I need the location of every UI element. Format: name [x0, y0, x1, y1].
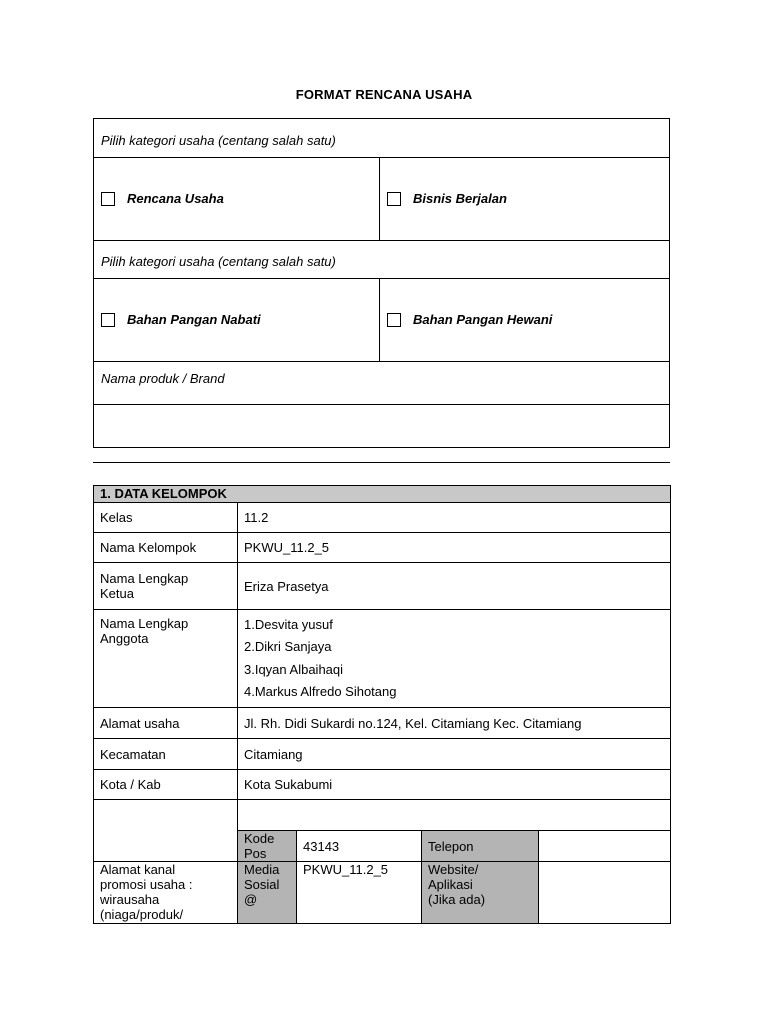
website-label-line3: (Jika ada) — [428, 892, 486, 907]
member-item: 1.Desvita yusuf — [244, 616, 333, 632]
kelas-label: Kelas — [94, 503, 238, 533]
ketua-value[interactable]: Eriza Prasetya — [238, 563, 671, 610]
row-blank — [94, 800, 671, 831]
kelas-value[interactable]: 11.2 — [238, 503, 671, 533]
section-header-row — [94, 486, 671, 503]
blank-value-cell[interactable] — [238, 800, 671, 831]
row-anggota — [94, 610, 671, 708]
nabati-checkbox[interactable] — [101, 313, 115, 327]
kanal-label — [94, 862, 238, 924]
category-prompt-2: Pilih kategori usaha (centang salah satu) — [101, 254, 336, 269]
media-sosial-value[interactable]: PKWU_11.2_5 — [297, 862, 422, 924]
option-cell-nabati — [94, 279, 380, 361]
row-kota — [94, 770, 671, 800]
kota-value[interactable]: Kota Sukabumi — [238, 770, 671, 800]
media-label-line2: Sosial — [244, 877, 280, 892]
telepon-label: Telepon — [422, 831, 539, 862]
option-bisnis-berjalan[interactable] — [387, 191, 507, 206]
product-label-row — [94, 362, 669, 405]
nama-kelompok-value[interactable]: PKWU_11.2_5 — [238, 533, 671, 563]
kanal-label-line3: wirausaha — [100, 892, 160, 907]
row-kanal — [94, 862, 671, 924]
rencana-usaha-checkbox[interactable] — [101, 192, 115, 206]
website-label-line2: Aplikasi — [428, 877, 473, 892]
row-ketua — [94, 563, 671, 610]
row-nama-kelompok — [94, 533, 671, 563]
category-options-row-1 — [94, 158, 669, 241]
category-prompt-row-2 — [94, 241, 669, 279]
alamat-value[interactable]: Jl. Rh. Didi Sukardi no.124, Kel. Citamiang Kec. Citamiang — [238, 708, 671, 739]
nama-kelompok-label: Nama Kelompok — [94, 533, 238, 563]
option-cell-hewani — [380, 279, 669, 361]
telepon-value[interactable] — [539, 831, 671, 862]
member-item: 4.Markus Alfredo Sihotang — [244, 684, 397, 699]
business-category-form — [93, 118, 670, 448]
anggota-label — [94, 610, 238, 708]
section-divider — [93, 462, 670, 463]
kode-pos-label-line2: Pos — [244, 846, 267, 861]
anggota-label-line1: Nama Lengkap — [100, 616, 189, 631]
nabati-label: Bahan Pangan Nabati — [127, 312, 261, 327]
product-value-row[interactable] — [94, 405, 669, 447]
ketua-label — [94, 563, 238, 610]
category-options-row-2 — [94, 279, 669, 362]
anggota-members[interactable] — [238, 610, 671, 708]
ketua-label-line1: Nama Lengkap — [100, 571, 189, 586]
option-rencana-usaha[interactable] — [101, 191, 224, 206]
media-label-line1: Media — [244, 862, 280, 877]
category-prompt-1: Pilih kategori usaha (centang salah satu) — [101, 133, 336, 148]
kanal-label-line4: (niaga/produk/ — [100, 907, 184, 922]
option-cell-bisnis — [380, 158, 669, 240]
option-nabati[interactable] — [101, 312, 261, 327]
media-sosial-label — [238, 862, 297, 924]
alamat-label: Alamat usaha — [94, 708, 238, 739]
kecamatan-value[interactable]: Citamiang — [238, 739, 671, 770]
kode-pos-label-line1: Kode — [244, 831, 275, 846]
website-label — [422, 862, 539, 924]
product-label: Nama produk / Brand — [101, 371, 225, 386]
kode-pos-value[interactable]: 43143 — [297, 831, 422, 862]
category-prompt-row-1 — [94, 119, 669, 158]
bisnis-berjalan-checkbox[interactable] — [387, 192, 401, 206]
website-label-line1: Website/ — [428, 862, 479, 877]
member-item: 2.Dikri Sanjaya — [244, 639, 332, 654]
option-cell-rencana — [94, 158, 380, 240]
blank-label-cell — [94, 800, 238, 862]
data-kelompok-table — [93, 485, 671, 924]
member-item: 3.Iqyan Albaihaqi — [244, 661, 344, 677]
row-kelas — [94, 503, 671, 533]
kanal-label-line1: Alamat kanal — [100, 862, 176, 877]
media-label-line3: @ — [244, 892, 258, 907]
rencana-usaha-label: Rencana Usaha — [127, 191, 224, 206]
kota-label: Kota / Kab — [94, 770, 238, 800]
row-kecamatan — [94, 739, 671, 770]
section-title: 1. DATA KELOMPOK — [94, 486, 671, 503]
option-hewani[interactable] — [387, 312, 552, 327]
hewani-label: Bahan Pangan Hewani — [413, 312, 553, 327]
hewani-checkbox[interactable] — [387, 313, 401, 327]
website-value[interactable] — [539, 862, 671, 924]
bisnis-berjalan-label: Bisnis Berjalan — [413, 191, 507, 206]
ketua-label-line2: Ketua — [100, 586, 134, 601]
page-title: FORMAT RENCANA USAHA — [295, 87, 473, 102]
kecamatan-label: Kecamatan — [94, 739, 238, 770]
kode-pos-label — [238, 831, 297, 862]
anggota-label-line2: Anggota — [100, 631, 149, 646]
kanal-label-line2: promosi usaha : — [100, 877, 193, 892]
row-alamat — [94, 708, 671, 739]
